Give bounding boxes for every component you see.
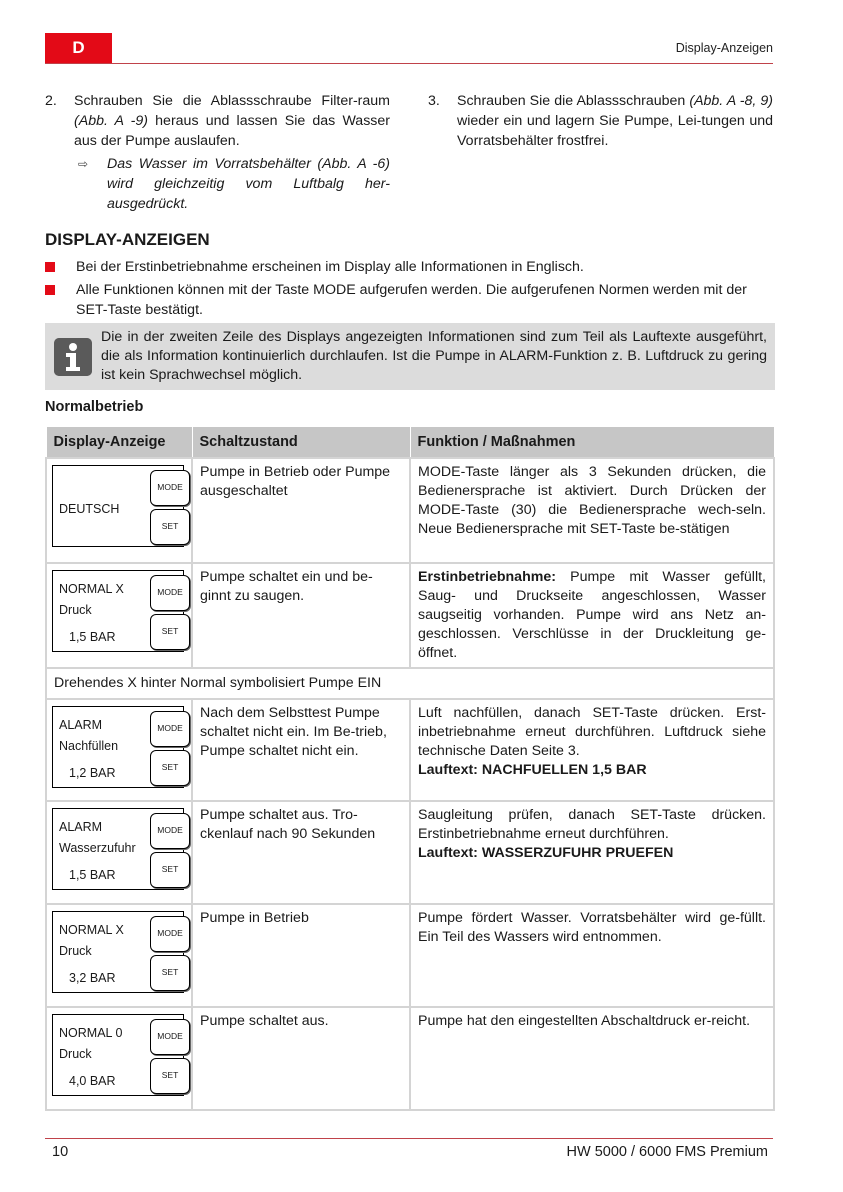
- text-run: Pumpe fördert Wasser. Vorratsbehälter wird ge-füllt. Ein Teil des Wassers wird entnommen.: [418, 909, 766, 945]
- header-divider: [45, 63, 773, 64]
- display-cell: [46, 699, 192, 801]
- text-run: MODE-Taste länger als 3 Sekunden drücken, die Bedienersprache ist aktiviert. Durch Drücken der MODE-Taste (30) die Bedienersprache wech-seln. Neue Bedienersprache mit SET-Taste be-stätigen: [418, 463, 766, 537]
- product-name: HW 5000 / 6000 FMS Premium: [566, 1144, 768, 1160]
- mode-button: MODE: [150, 1019, 190, 1055]
- display-line: NORMAL 0: [59, 1025, 123, 1040]
- step-number: 3.: [428, 93, 440, 109]
- table-row: [46, 699, 774, 801]
- display-line: DEUTSCH: [59, 501, 120, 516]
- bullet-square-icon: [45, 262, 55, 272]
- step-number: 2.: [45, 93, 57, 109]
- set-button: SET: [150, 509, 190, 545]
- function-cell: [410, 904, 774, 1007]
- bold-label: Lauftext: WASSERZUFUHR PRUEFEN: [418, 844, 674, 861]
- state-cell: Pumpe in Betrieb oder Pumpe ausgeschaltet: [192, 458, 410, 563]
- display-line: Druck: [59, 1046, 92, 1061]
- function-cell: [410, 801, 774, 904]
- info-text: Die in der zweiten Zeile des Displays angezeigten Informationen sind zum Teil als Lauftexte ausgeführt, die als Information kontinuierlich durchlaufen. Ist die Pumpe in ALARM-Funktion z. B. Luftdruck zu gering ist kein Sprachwechsel möglich.: [101, 329, 767, 383]
- page-header-title: Display-Anzeigen: [675, 41, 773, 55]
- set-button: SET: [150, 955, 190, 991]
- mode-button: MODE: [150, 470, 190, 506]
- display-table: [45, 426, 775, 1111]
- state-cell: Pumpe schaltet aus. Tro-ckenlauf nach 90 Sekunden: [192, 801, 410, 904]
- display-line: NORMAL X: [59, 922, 124, 937]
- text-run: Schrauben Sie die Ablassschrauben: [457, 93, 690, 109]
- display-line: 1,5 BAR: [69, 629, 116, 644]
- column-header: Display-Anzeige: [46, 427, 192, 458]
- list-item: [45, 280, 775, 320]
- display-line: Druck: [59, 943, 92, 958]
- table-body: [46, 458, 774, 1110]
- subheading: Normalbetrieb: [45, 399, 144, 415]
- step-2: [45, 91, 390, 151]
- text-run: Pumpe mit Wasser gefüllt, Saug- und Druckseite angeschlossen, Wasser saugseitig vorhanden. Pumpe wird ans Netz an-geschlossen. Verschlüsse in der Druckleitung ge-öffnet.: [418, 568, 766, 661]
- column-header: Schaltzustand: [192, 427, 410, 458]
- section-title: DISPLAY-ANZEIGEN: [45, 230, 210, 249]
- function-cell: [410, 699, 774, 801]
- table-row: [46, 668, 774, 699]
- info-icon: [54, 338, 92, 376]
- mode-button: MODE: [150, 575, 190, 611]
- list-item: [45, 257, 775, 277]
- figure-reference: (Abb. A -9): [74, 113, 148, 129]
- step-text: [457, 91, 773, 151]
- state-cell: Pumpe in Betrieb: [192, 904, 410, 1007]
- display-line: Nachfüllen: [59, 738, 119, 753]
- function-cell: [410, 458, 774, 563]
- set-button: SET: [150, 852, 190, 888]
- column-header: Funktion / Maßnahmen: [410, 427, 774, 458]
- mode-button: MODE: [150, 711, 190, 747]
- state-cell: Nach dem Selbsttest Pumpe schaltet nicht ein. Im Be-trieb, Pumpe schaltet nicht ein.: [192, 699, 410, 801]
- mode-button: MODE: [150, 916, 190, 952]
- language-tab: D: [45, 33, 112, 63]
- display-cell: [46, 801, 192, 904]
- step-text: [74, 91, 390, 151]
- set-button: SET: [150, 1058, 190, 1094]
- text-run: wieder ein und lagern Sie Pumpe, Lei-tungen und Vorratsbehälter frostfrei.: [457, 113, 773, 149]
- footer-divider: [45, 1138, 773, 1139]
- display-cell: [46, 458, 192, 563]
- lcd-display: [52, 911, 184, 993]
- table-row: [46, 801, 774, 904]
- display-line: ALARM: [59, 717, 103, 732]
- display-line: Druck: [59, 602, 92, 617]
- figure-reference: (Abb. A -8, 9): [689, 93, 773, 109]
- lcd-display: [52, 465, 184, 547]
- function-cell: [410, 563, 774, 668]
- text-run: Schrauben Sie die Ablassschraube Filter-raum: [74, 93, 390, 109]
- result-arrow-icon: ⇨: [78, 157, 89, 171]
- mode-button: MODE: [150, 813, 190, 849]
- lcd-display: [52, 570, 184, 652]
- page-number: 10: [52, 1144, 69, 1160]
- display-line: ALARM: [59, 819, 103, 834]
- table-note: Drehendes X hinter Normal symbolisiert Pumpe EIN: [46, 668, 774, 699]
- text-run: Luft nachfüllen, danach SET-Taste drücken. Erst-inbetriebnahme erneut durchführen. Luftdruck siehe technische Daten Seite 3.: [418, 704, 766, 759]
- info-icon-wrap: [45, 323, 101, 390]
- bullet-list: [45, 257, 775, 323]
- lcd-display: [52, 808, 184, 890]
- table-row: [46, 1007, 774, 1110]
- step-result-text: Das Wasser im Vorratsbehälter (Abb. A -6) wird gleichzeitig vom Luftbalg her-ausgedrückt.: [107, 156, 390, 212]
- display-line: 3,2 BAR: [69, 970, 116, 985]
- set-button: SET: [150, 614, 190, 650]
- lcd-display: [52, 1014, 184, 1096]
- bullet-square-icon: [45, 285, 55, 295]
- state-cell: Pumpe schaltet aus.: [192, 1007, 410, 1110]
- bold-label: Lauftext: NACHFUELLEN 1,5 BAR: [418, 761, 647, 778]
- text-run: Saugleitung prüfen, danach SET-Taste drücken. Erstinbetriebnahme erneut durchführen.: [418, 806, 766, 842]
- state-cell: Pumpe schaltet ein und be-ginnt zu saugen.: [192, 563, 410, 668]
- display-cell: [46, 904, 192, 1007]
- bullet-text: Alle Funktionen können mit der Taste MODE aufgerufen werden. Die aufgerufenen Normen werden mit der SET-Taste bestätigt.: [76, 282, 747, 318]
- text-run: heraus und lassen Sie das Wasser aus der Pumpe auslaufen.: [74, 113, 390, 149]
- display-cell: [46, 1007, 192, 1110]
- set-button: SET: [150, 750, 190, 786]
- step-3: [428, 91, 773, 151]
- step-result: [45, 154, 390, 214]
- display-cell: [46, 563, 192, 668]
- display-line: 4,0 BAR: [69, 1073, 116, 1088]
- function-cell: [410, 1007, 774, 1110]
- table-row: [46, 563, 774, 668]
- table-row: [46, 904, 774, 1007]
- step-column-left: [45, 91, 390, 214]
- text-run: Pumpe hat den eingestellten Abschaltdruck er-reicht.: [418, 1012, 751, 1029]
- bullet-text: Bei der Erstinbetriebnahme erscheinen im Display alle Informationen in Englisch.: [76, 259, 584, 275]
- display-line: 1,2 BAR: [69, 765, 116, 780]
- info-box: [45, 323, 775, 390]
- display-line: 1,5 BAR: [69, 867, 116, 882]
- table-header-row: [46, 427, 774, 458]
- step-column-right: [428, 91, 773, 151]
- bold-label: Erstinbetriebnahme:: [418, 568, 556, 585]
- display-line: NORMAL X: [59, 581, 124, 596]
- lcd-display: [52, 706, 184, 788]
- table-row: [46, 458, 774, 563]
- display-line: Wasserzufuhr: [59, 840, 136, 855]
